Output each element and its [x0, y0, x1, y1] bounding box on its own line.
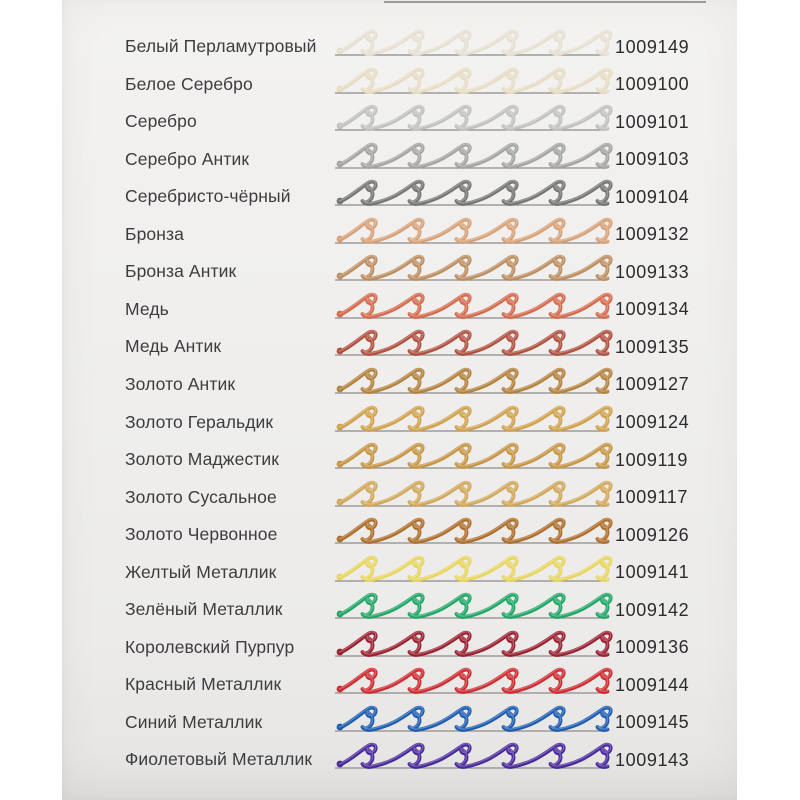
paint-name: Серебро Антик: [125, 148, 250, 169]
paint-row: [62, 399, 737, 437]
paint-stroke-swatch: [333, 138, 611, 172]
product-code: 1009135: [615, 336, 690, 357]
paint-stroke-swatch: [333, 63, 611, 97]
paint-name: Королевский Пурпур: [125, 636, 295, 657]
product-code: 1009144: [615, 674, 690, 695]
paint-stroke-swatch: [333, 663, 611, 697]
paint-row: [62, 437, 737, 475]
paint-row: [62, 287, 737, 325]
cropped-row-divider: [384, 1, 706, 3]
paint-name: Золото Сусальное: [125, 486, 277, 507]
paint-name: Серебро: [125, 111, 197, 132]
paint-row: [62, 587, 737, 625]
paint-stroke-swatch: [333, 175, 611, 209]
paint-list: [62, 24, 737, 775]
paint-row: [62, 737, 737, 775]
paint-stroke-swatch: [333, 476, 611, 510]
paint-row: [62, 174, 737, 212]
paint-row: [62, 475, 737, 513]
product-code: 1009149: [615, 36, 690, 57]
paint-row: [62, 99, 737, 137]
product-code: 1009127: [615, 374, 690, 395]
product-code: 1009132: [615, 224, 690, 245]
paint-name: Зелёный Металлик: [125, 599, 283, 620]
paint-stroke-swatch: [333, 513, 611, 547]
paint-stroke-swatch: [333, 626, 611, 660]
paint-row: [62, 700, 737, 738]
product-code: 1009136: [615, 637, 690, 658]
paint-row: [62, 24, 737, 62]
paint-name: Золото Антик: [125, 373, 236, 394]
paint-stroke-swatch: [333, 325, 611, 359]
paint-row: [62, 662, 737, 700]
paint-name: Бронза: [125, 223, 184, 244]
paint-row: [62, 512, 737, 550]
paint-stroke-swatch: [333, 288, 611, 322]
paint-stroke-swatch: [333, 438, 611, 472]
product-code: 1009117: [615, 487, 688, 508]
paint-name: Желтый Металлик: [125, 561, 277, 582]
paint-stroke-swatch: [333, 363, 611, 397]
paint-name: Фиолетовый Металлик: [125, 749, 313, 770]
paint-stroke-swatch: [333, 551, 611, 585]
paint-stroke-swatch: [333, 25, 611, 59]
paint-stroke-swatch: [333, 738, 611, 772]
paint-stroke-swatch: [333, 701, 611, 735]
product-code: 1009141: [615, 562, 690, 583]
paint-row: [62, 137, 737, 175]
paint-stroke-swatch: [333, 401, 611, 435]
catalog-photo: [62, 0, 737, 800]
product-code: 1009134: [615, 299, 690, 320]
product-code: 1009124: [615, 412, 690, 433]
paint-name: Белое Серебро: [125, 73, 253, 94]
paint-name: Красный Металлик: [125, 674, 282, 695]
paint-row: [62, 212, 737, 250]
product-code: 1009145: [615, 712, 690, 733]
product-code: 1009100: [615, 74, 690, 95]
paint-name: Серебристо-чёрный: [125, 186, 291, 207]
paint-name: Золото Маджестик: [125, 449, 280, 470]
paint-name: Медь Антик: [125, 336, 222, 357]
paint-name: Золото Червонное: [125, 524, 278, 545]
product-code: 1009101: [615, 111, 690, 132]
paint-stroke-swatch: [333, 250, 611, 284]
product-code: 1009126: [615, 524, 690, 545]
paint-stroke-swatch: [333, 213, 611, 247]
paint-row: [62, 550, 737, 588]
product-code: 1009142: [615, 599, 690, 620]
paint-name: Золото Геральдик: [125, 411, 274, 432]
paint-name: Бронза Антик: [125, 261, 237, 282]
product-code: 1009119: [615, 449, 688, 470]
paint-row: [62, 625, 737, 663]
paint-name: Медь: [125, 298, 169, 319]
paint-row: [62, 249, 737, 287]
product-code: 1009143: [615, 749, 690, 770]
paint-row: [62, 62, 737, 100]
product-code: 1009104: [615, 186, 690, 207]
product-code: 1009133: [615, 261, 690, 282]
paint-row: [62, 324, 737, 362]
paint-name: Белый Перламутровый: [125, 36, 317, 57]
paint-row: [62, 362, 737, 400]
paint-stroke-swatch: [333, 588, 611, 622]
product-code: 1009103: [615, 149, 690, 170]
paint-name: Синий Металлик: [125, 711, 263, 732]
paint-stroke-swatch: [333, 100, 611, 134]
